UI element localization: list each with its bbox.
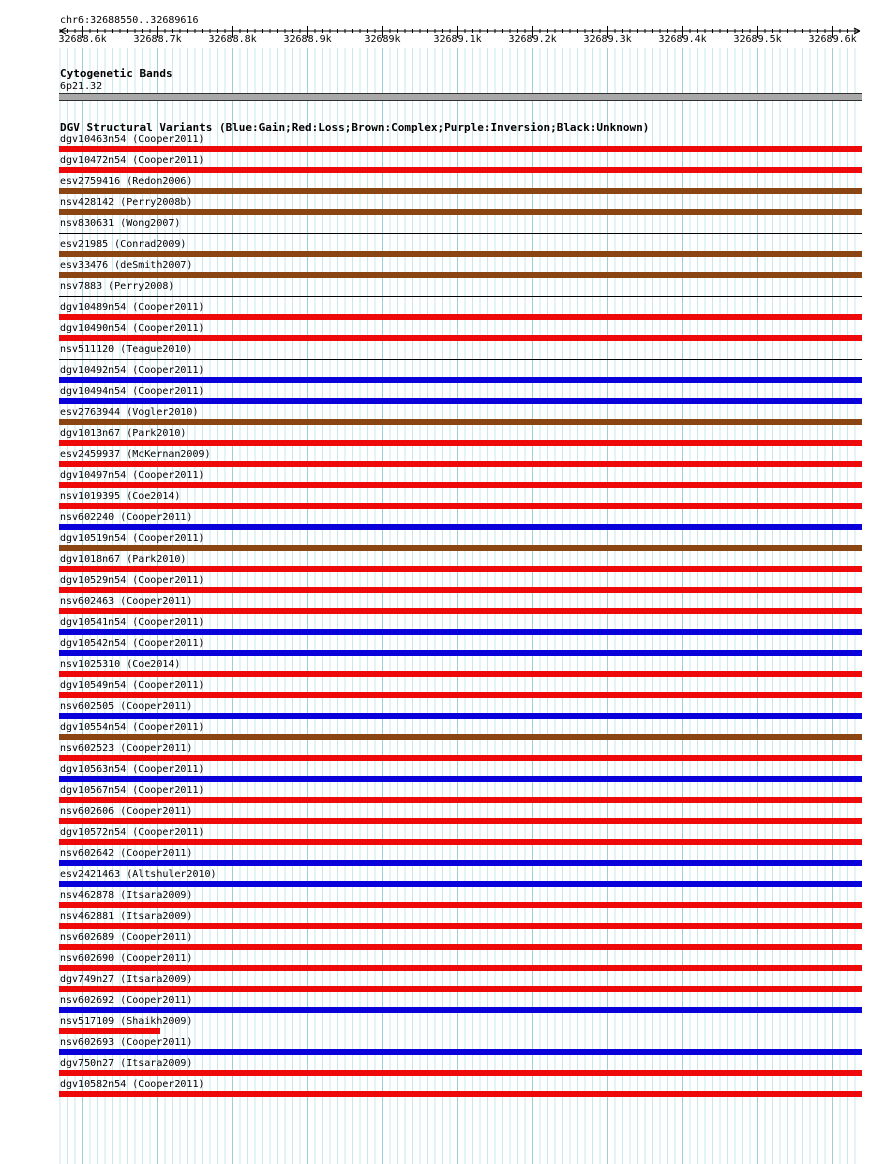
variant-bar-loss[interactable] bbox=[59, 986, 862, 992]
variant-label[interactable]: esv2459937 (McKernan2009) bbox=[60, 449, 211, 460]
ruler-tick-label: 32689k bbox=[364, 34, 401, 45]
variant-label[interactable]: dgv10472n54 (Cooper2011) bbox=[60, 155, 205, 166]
variant-bar-gain[interactable] bbox=[59, 881, 862, 887]
variant-label[interactable]: dgv10563n54 (Cooper2011) bbox=[60, 764, 205, 775]
variant-bar-loss[interactable] bbox=[59, 461, 862, 467]
variant-bar-unknown[interactable] bbox=[59, 233, 862, 234]
variant-bar-loss[interactable] bbox=[59, 755, 862, 761]
variant-bar-loss[interactable] bbox=[59, 965, 862, 971]
ruler-tick-label: 32689.6k bbox=[808, 34, 857, 45]
cytoband-label: 6p21.32 bbox=[60, 81, 103, 92]
ruler-tick-label: 32688.9k bbox=[283, 34, 332, 45]
ruler-tick-label: 32689.2k bbox=[508, 34, 557, 45]
variant-label[interactable]: nsv602606 (Cooper2011) bbox=[60, 806, 193, 817]
variant-bar-loss[interactable] bbox=[59, 692, 862, 698]
ruler-tick-label: 32688.8k bbox=[208, 34, 257, 45]
variant-label[interactable]: nsv602463 (Cooper2011) bbox=[60, 596, 193, 607]
variant-label[interactable]: dgv10497n54 (Cooper2011) bbox=[60, 470, 205, 481]
variant-bar-gain[interactable] bbox=[59, 377, 862, 383]
variant-bar-loss[interactable] bbox=[59, 923, 862, 929]
ruler-tick-label: 32688.7k bbox=[133, 34, 182, 45]
variant-bar-loss[interactable] bbox=[59, 146, 862, 152]
variant-label[interactable]: dgv10582n54 (Cooper2011) bbox=[60, 1079, 205, 1090]
variant-bar-unknown[interactable] bbox=[59, 359, 862, 360]
variant-bar-loss[interactable] bbox=[59, 902, 862, 908]
variant-bar-unknown[interactable] bbox=[59, 296, 862, 297]
variant-bar-loss[interactable] bbox=[59, 1091, 862, 1097]
variant-label[interactable]: nsv602692 (Cooper2011) bbox=[60, 995, 193, 1006]
variant-bar-loss[interactable] bbox=[59, 587, 862, 593]
variant-label[interactable]: dgv10463n54 (Cooper2011) bbox=[60, 134, 205, 145]
variant-bar-complex[interactable] bbox=[59, 188, 862, 194]
ruler-tick-label: 32689.3k bbox=[583, 34, 632, 45]
variant-label[interactable]: dgv1018n67 (Park2010) bbox=[60, 554, 187, 565]
variant-bar-gain[interactable] bbox=[59, 650, 862, 656]
variant-label[interactable]: nsv1025310 (Coe2014) bbox=[60, 659, 181, 670]
variant-bar-gain[interactable] bbox=[59, 524, 862, 530]
variant-bar-loss[interactable] bbox=[59, 566, 862, 572]
variant-bar-gain[interactable] bbox=[59, 398, 862, 404]
variant-label[interactable]: nsv517109 (Shaikh2009) bbox=[60, 1016, 193, 1027]
location-label: chr6:32688550..32689616 bbox=[60, 15, 199, 26]
variant-label[interactable]: esv2763944 (Vogler2010) bbox=[60, 407, 199, 418]
variant-label[interactable]: dgv10494n54 (Cooper2011) bbox=[60, 386, 205, 397]
variant-bar-gain[interactable] bbox=[59, 1049, 862, 1055]
variant-label[interactable]: dgv10542n54 (Cooper2011) bbox=[60, 638, 205, 649]
ruler-tick-label: 32689.1k bbox=[433, 34, 482, 45]
variant-label[interactable]: nsv462878 (Itsara2009) bbox=[60, 890, 193, 901]
variant-bar-complex[interactable] bbox=[59, 209, 862, 215]
variant-bar-loss[interactable] bbox=[59, 818, 862, 824]
ruler-tick-label: 32689.5k bbox=[733, 34, 782, 45]
variant-bar-loss[interactable] bbox=[59, 608, 862, 614]
variant-bar-loss[interactable] bbox=[59, 944, 862, 950]
variant-label[interactable]: esv33476 (deSmith2007) bbox=[60, 260, 193, 271]
variant-label[interactable]: nsv602693 (Cooper2011) bbox=[60, 1037, 193, 1048]
variant-bar-loss[interactable] bbox=[59, 167, 862, 173]
variant-label[interactable]: nsv602690 (Cooper2011) bbox=[60, 953, 193, 964]
variant-bar-complex[interactable] bbox=[59, 734, 862, 740]
ruler-tick-label: 32688.6k bbox=[58, 34, 107, 45]
variant-label[interactable]: nsv1019395 (Coe2014) bbox=[60, 491, 181, 502]
variant-label[interactable]: nsv511120 (Teague2010) bbox=[60, 344, 193, 355]
variant-label[interactable]: dgv749n27 (Itsara2009) bbox=[60, 974, 193, 985]
variant-label[interactable]: dgv10554n54 (Cooper2011) bbox=[60, 722, 205, 733]
variant-label[interactable]: nsv830631 (Wong2007) bbox=[60, 218, 181, 229]
variant-label[interactable]: nsv7883 (Perry2008) bbox=[60, 281, 175, 292]
variant-bar-complex[interactable] bbox=[59, 545, 862, 551]
variant-label[interactable]: dgv10541n54 (Cooper2011) bbox=[60, 617, 205, 628]
ruler-tick-label: 32689.4k bbox=[658, 34, 707, 45]
variant-label[interactable]: dgv10567n54 (Cooper2011) bbox=[60, 785, 205, 796]
variant-label[interactable]: nsv602240 (Cooper2011) bbox=[60, 512, 193, 523]
variant-bar-complex[interactable] bbox=[59, 251, 862, 257]
variant-label[interactable]: dgv10572n54 (Cooper2011) bbox=[60, 827, 205, 838]
variant-bar-gain[interactable] bbox=[59, 776, 862, 782]
variant-label[interactable]: nsv602642 (Cooper2011) bbox=[60, 848, 193, 859]
variant-bar-loss[interactable] bbox=[59, 839, 862, 845]
variant-bar-loss[interactable] bbox=[59, 671, 862, 677]
variant-label[interactable]: nsv602505 (Cooper2011) bbox=[60, 701, 193, 712]
variant-bar-gain[interactable] bbox=[59, 713, 862, 719]
cytoband-bar[interactable] bbox=[59, 93, 862, 101]
variant-label[interactable]: nsv428142 (Perry2008b) bbox=[60, 197, 193, 208]
cytoband-track-title: Cytogenetic Bands bbox=[60, 67, 173, 80]
variant-label[interactable]: dgv10489n54 (Cooper2011) bbox=[60, 302, 205, 313]
variant-bar-loss[interactable] bbox=[59, 335, 862, 341]
variant-label[interactable]: nsv602689 (Cooper2011) bbox=[60, 932, 193, 943]
variant-bar-gain[interactable] bbox=[59, 629, 862, 635]
variant-label[interactable]: esv21985 (Conrad2009) bbox=[60, 239, 187, 250]
variant-label[interactable]: dgv10492n54 (Cooper2011) bbox=[60, 365, 205, 376]
variant-bar-loss[interactable] bbox=[59, 440, 862, 446]
variant-label[interactable]: nsv602523 (Cooper2011) bbox=[60, 743, 193, 754]
variant-label[interactable]: dgv10519n54 (Cooper2011) bbox=[60, 533, 205, 544]
variant-label[interactable]: dgv10529n54 (Cooper2011) bbox=[60, 575, 205, 586]
variant-bar-loss[interactable] bbox=[59, 314, 862, 320]
variant-label[interactable]: dgv1013n67 (Park2010) bbox=[60, 428, 187, 439]
variant-bar-gain[interactable] bbox=[59, 860, 862, 866]
variant-label[interactable]: dgv10549n54 (Cooper2011) bbox=[60, 680, 205, 691]
variant-label[interactable]: dgv10490n54 (Cooper2011) bbox=[60, 323, 205, 334]
variant-bar-loss[interactable] bbox=[59, 503, 862, 509]
variant-bar-loss[interactable] bbox=[59, 1028, 160, 1034]
variant-bar-complex[interactable] bbox=[59, 272, 862, 278]
variant-bar-loss[interactable] bbox=[59, 797, 862, 803]
variant-bar-gain[interactable] bbox=[59, 1007, 862, 1013]
variant-label[interactable]: esv2421463 (Altshuler2010) bbox=[60, 869, 217, 880]
variant-label[interactable]: nsv462881 (Itsara2009) bbox=[60, 911, 193, 922]
variant-bar-complex[interactable] bbox=[59, 419, 862, 425]
variant-bar-loss[interactable] bbox=[59, 1070, 862, 1076]
dgv-track-title: DGV Structural Variants (Blue:Gain;Red:Loss;Brown:Complex;Purple:Inversion;Black:Unknown) bbox=[60, 121, 650, 134]
variant-bar-loss[interactable] bbox=[59, 482, 862, 488]
variant-label[interactable]: esv2759416 (Redon2006) bbox=[60, 176, 193, 187]
variant-label[interactable]: dgv750n27 (Itsara2009) bbox=[60, 1058, 193, 1069]
